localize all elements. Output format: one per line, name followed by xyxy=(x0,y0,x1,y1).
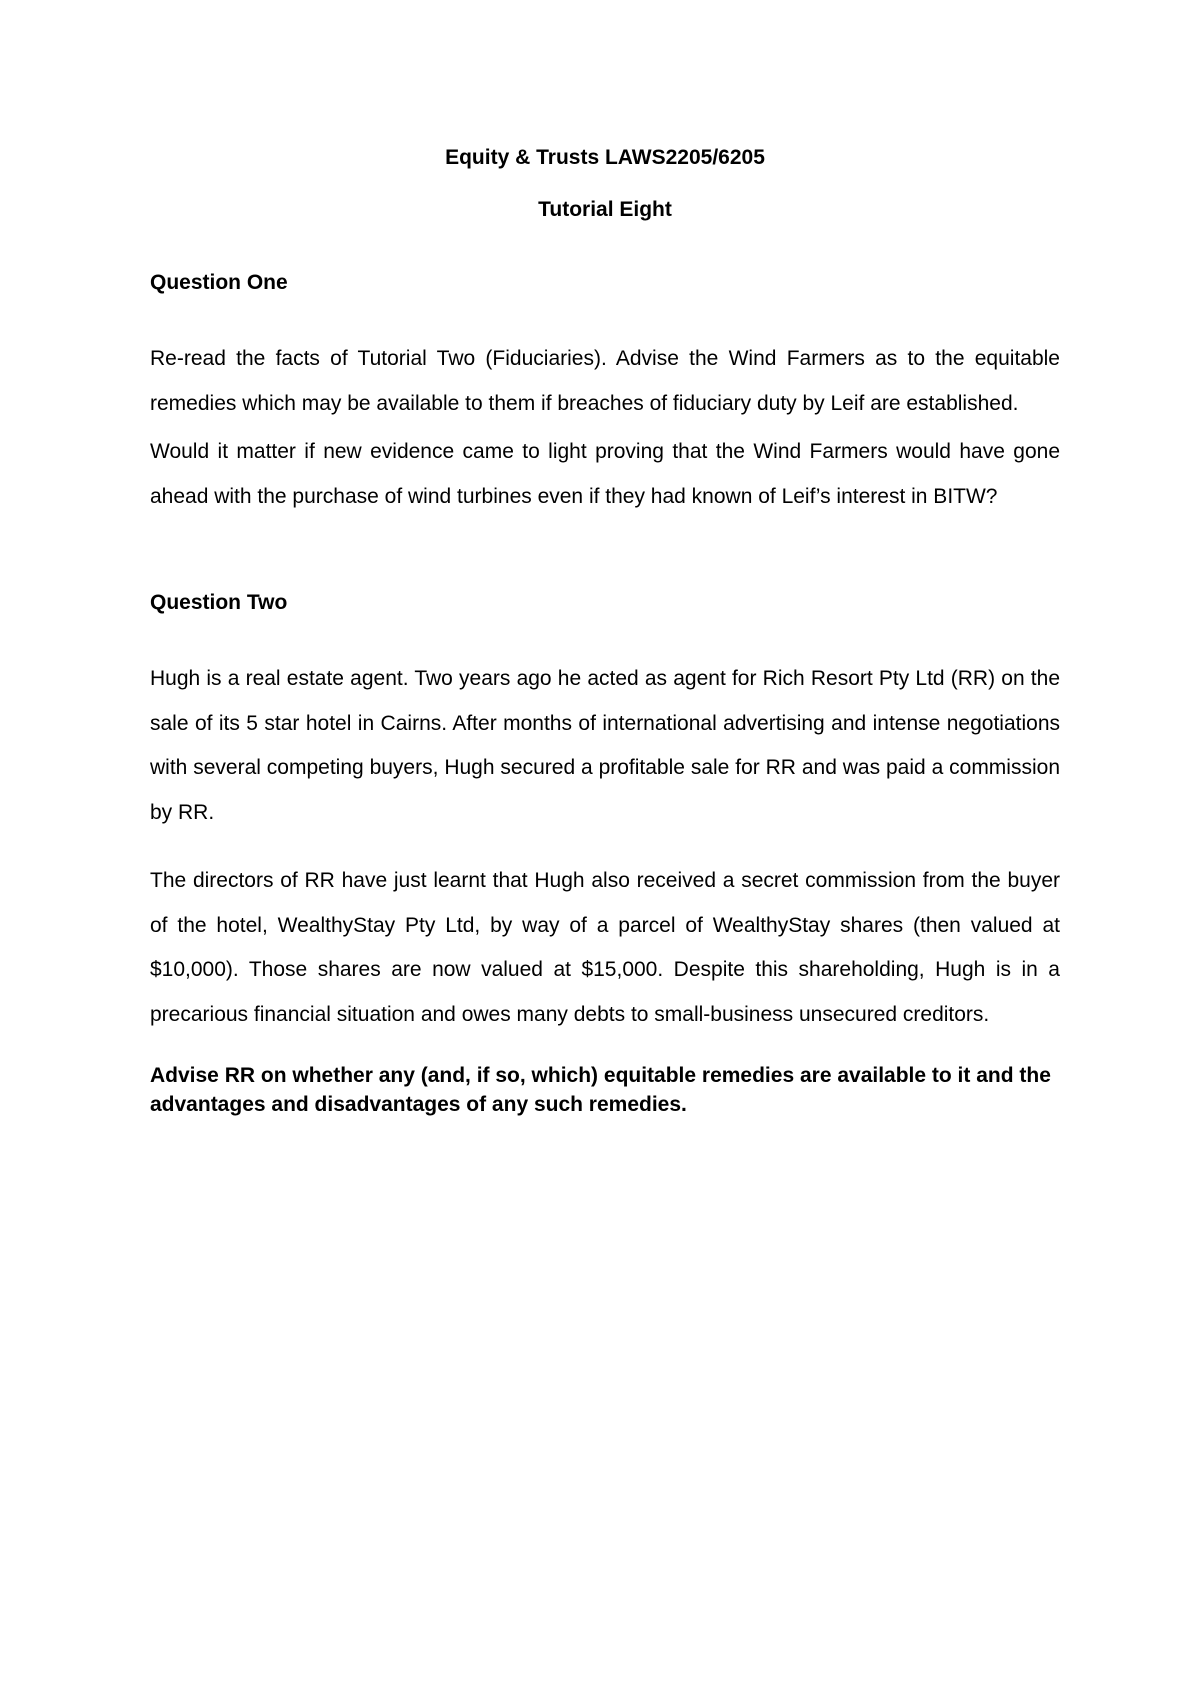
question-two-paragraph-2: The directors of RR have just learnt that Hugh also received a secret commission from the buyer of the hotel, WealthyStay Pty Ltd, by way of a parcel of WealthyStay shares (then valued at $10,000). Those shares are now valued at $15,000. Despite this shareholding, Hugh is in a precarious financial situation and owes many debts to small-business unsecured creditors. xyxy=(150,869,1060,1026)
question-two-heading: Question Two xyxy=(150,591,288,614)
question-one-paragraph-1: Re-read the facts of Tutorial Two (Fiduciaries). Advise the Wind Farmers as to the equitable remedies which may be available to them if breaches of fiduciary duty by Leif are established. xyxy=(150,347,1060,415)
document-subtitle: Tutorial Eight xyxy=(538,198,672,221)
document-body xyxy=(150,143,1060,1119)
document-title: Equity & Trusts LAWS2205/6205 xyxy=(445,146,765,169)
question-two-paragraph-1: Hugh is a real estate agent. Two years ago he acted as agent for Rich Resort Pty Ltd (RR) on the sale of its 5 star hotel in Cairns. After months of international advertising and intense negotiations with several competing buyers, Hugh secured a profitable sale for RR and was paid a commission by RR. xyxy=(150,667,1060,824)
question-two-section xyxy=(150,588,1060,1119)
question-one-paragraph-2: Would it matter if new evidence came to light proving that the Wind Farmers would have gone ahead with the purchase of wind turbines even if they had known of Leif’s interest in BITW? xyxy=(150,440,1060,508)
question-one-heading: Question One xyxy=(150,271,288,294)
question-two-task: Advise RR on whether any (and, if so, which) equitable remedies are available to it and the advantages and disadvantages of any such remedies. xyxy=(150,1064,1051,1116)
question-one-section xyxy=(150,268,1060,519)
